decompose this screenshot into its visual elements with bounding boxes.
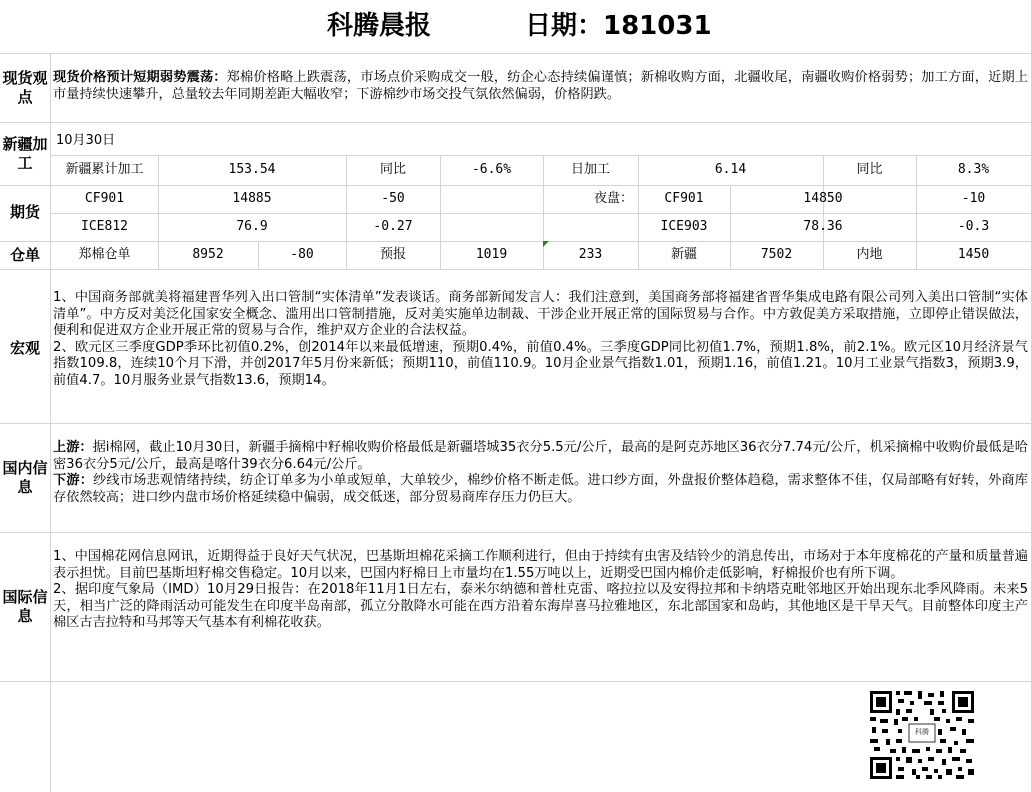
- macro-item-1: 1、中国商务部就美将福建晋华列入出口管制“实体清单”发表谈话。商务部新闻发言人：我们注意到，美国商务部将福建省晋华集成电路有限公司列入美出口管制“实体清单”。中方反对美泛化国家安全概念、滥用出口管制措施，反对美实施单边制裁、干涉企业开展正常的国际贸易与合作。中方敦促美方采取措施，立即停止错误做法，便利和促进双方企业开展正常的贸易与合作，维护双方企业的合法权益。: [53, 290, 1028, 338]
- table-cell: 7502: [760, 247, 793, 262]
- divider: [50, 213, 1032, 214]
- section-label-macro: 宏观: [9, 339, 40, 357]
- table-cell: -80: [290, 247, 314, 262]
- table-cell: ICE812: [81, 219, 128, 234]
- table-cell: 预报: [379, 247, 406, 262]
- divider: [0, 423, 1032, 424]
- downstream-text: 纱线市场悲观情绪持续，纺企订单多为小单或短单，大单较少，棉纱价格不断走低。进口纱方面，外盘报价整体趋稳，需求整体不佳，仅局部略有好转，外商库存依然较高；进口纱内盘市场价格延续稳中偏弱，成交低迷，部分贸易商库存压力仍巨大。: [53, 473, 1028, 505]
- spot-paragraph: [53, 70, 1028, 103]
- table-cell: ICE903: [660, 219, 708, 234]
- table-cell: 新疆累计加工: [65, 162, 144, 177]
- section-label-warehouse: 仓单: [9, 246, 40, 264]
- table-cell: 1019: [475, 247, 508, 262]
- table-cell: -0.3: [957, 219, 990, 234]
- table-cell: 同比: [856, 162, 883, 177]
- table-cell: 日加工: [570, 162, 610, 177]
- divider: [0, 241, 1032, 242]
- table-cell: CF901: [664, 191, 704, 206]
- table-cell: 14885: [232, 191, 272, 206]
- qr-logo-caption: 科腾: [915, 728, 929, 736]
- downstream-label: 下游：: [53, 473, 94, 488]
- xinjiang-date: 10月30日: [56, 133, 116, 148]
- table-cell: 1450: [957, 247, 990, 262]
- section-label-xinjiang: 新疆加工: [2, 135, 48, 172]
- table-cell: 新疆: [670, 247, 697, 262]
- international-paragraph: [53, 549, 1028, 632]
- table-cell: 14850: [803, 191, 843, 206]
- table-cell: -0.27: [373, 219, 413, 234]
- international-item-1: 1、中国棉花网信息网讯，近期得益于良好天气状况，巴基斯坦棉花采摘工作顺利进行，但由于持续有虫害及结铃少的消息传出，市场对于本年度棉花的产量和质量普遍表示担忧。目前巴基斯坦籽棉交售稳定。10月以来，巴国内籽棉日上市量均在1.55万吨以上，近期受巴国内棉价走低影响，籽棉报价也有所下调。: [53, 549, 1028, 581]
- table-cell: 78.36: [803, 219, 843, 234]
- table-cell: 8952: [192, 247, 224, 262]
- table-cell: 76.9: [236, 219, 268, 234]
- table-cell: 同比: [379, 162, 406, 177]
- divider: [0, 122, 1032, 123]
- upstream-label: 上游：: [53, 440, 93, 455]
- international-item-2: 2、据印度气象局（IMD）10月29日报告：在2018年11月1日左右，泰米尔纳德和普杜克雷、喀拉拉以及安得拉邦和卡纳塔克毗邻地区开始出现东北季风降雨。未来5天，相当广泛的降雨活动可能发生在印度半岛南部，孤立分散降水可能在西方沿着东海岸喜马拉雅地区，东北部国家和岛屿，其他地区是干旱天气。目前整体印度主产棉区古吉拉特和马邦等天气基本有利棉花收获。: [53, 582, 1028, 630]
- divider: [50, 155, 1032, 156]
- section-label-futures: 期货: [9, 203, 40, 221]
- table-cell: 153.54: [228, 162, 276, 177]
- table-cell: 8.3%: [957, 162, 990, 177]
- report-title: 科腾晨报: [327, 11, 432, 41]
- table-cell: -6.6%: [471, 162, 512, 177]
- table-cell: 内地: [856, 247, 883, 262]
- macro-paragraph: [53, 290, 1028, 389]
- section-label-domestic: 国内信息: [2, 459, 48, 496]
- table-cell: 233: [578, 247, 603, 262]
- upstream-text: 据i棉网，截止10月30日，新疆手摘棉中籽棉收购价格最低是新疆塔城35衣分5.5元/公斤，最高的是阿克苏地区36衣分7.74元/公斤，机采摘棉中收购价最低是哈密36衣分5元/公斤，最高是喀什39衣分6.64元/公斤。: [53, 440, 1028, 472]
- table-cell: -50: [381, 191, 405, 206]
- spot-text: 郑棉价格略上跌震荡，市场点价采购成交一般，纺企心态持续偏谨慎；新棉收购方面，北疆收尾，南疆收购价格弱势；加工方面，近期上市量持续快速攀升，总量较去年同期差距大幅收窄；下游棉纱市场交投气氛依然偏弱，价格阴跌。: [53, 70, 1029, 102]
- divider: [0, 532, 1032, 533]
- table-cell: 6.14: [714, 162, 747, 177]
- divider: [0, 185, 1032, 186]
- table-cell: 郑棉仓单: [78, 247, 131, 262]
- divider: [0, 681, 1032, 682]
- spot-lead: 现货价格预计短期弱势震荡：: [53, 70, 227, 85]
- report-date: 日期：181031: [525, 11, 712, 41]
- table-cell: -10: [961, 191, 986, 206]
- divider: [0, 53, 1032, 54]
- section-label-spot: 现货观点: [2, 69, 48, 106]
- table-cell: 夜盘：: [593, 191, 633, 206]
- table-cell: CF901: [84, 191, 125, 206]
- section-label-international: 国际信息: [2, 588, 48, 625]
- domestic-paragraph: [53, 440, 1028, 506]
- macro-item-2: 2、欧元区三季度GDP季环比初值0.2%，创2014年以来最低增速，预期0.4%，前值0.4%。三季度GDP同比初值1.7%，预期1.8%，前2.1%。欧元区10月经济景气指数109.8，连续10个月下滑，并创2017年5月份来新低；预期110，前值110.9。10月企业景气指数1.01，预期1.16，前值1.21。10月工业景气指数3，预期3.9，前值4.7。10月服务业景气指数13.6，预期14。: [53, 339, 1028, 388]
- divider: [0, 269, 1032, 270]
